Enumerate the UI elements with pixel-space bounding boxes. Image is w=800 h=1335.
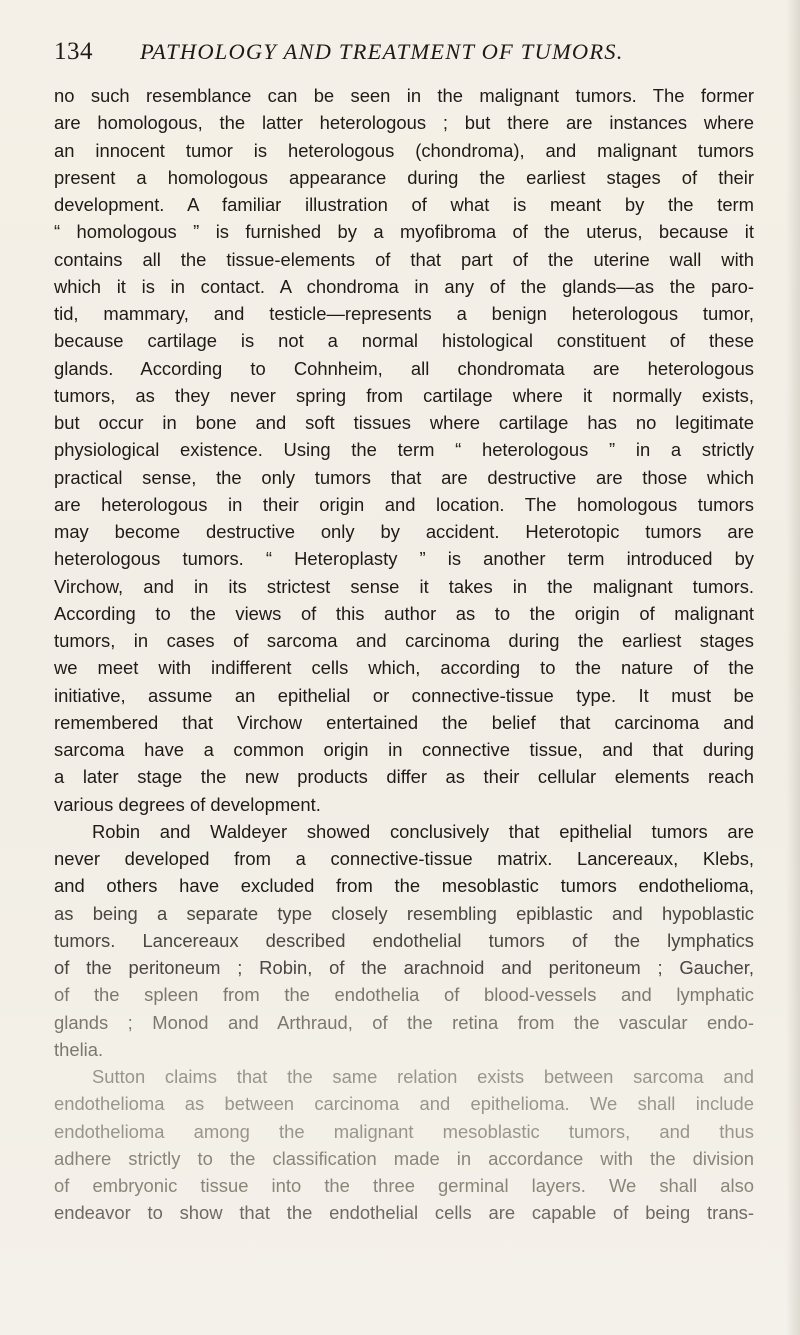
text-line: endothelioma among the malignant mesoblastic tumors, and thus (54, 1120, 754, 1142)
text-line: According to the views of this author as to the origin of malignant (54, 602, 754, 624)
text-line: we meet with indifferent cells which, according to the nature of the (54, 657, 754, 679)
running-title: PATHOLOGY AND TREATMENT OF TUMORS. (140, 39, 624, 64)
text-line: physiological existence. Using the term “ heterologous ” in a strictly (54, 439, 754, 461)
text-line: glands ; Monod and Arthraud, of the retina from the vascular endo- (54, 1011, 754, 1033)
text-line: of embryonic tissue into the three germinal layers. We shall also (54, 1175, 754, 1196)
text-line: glands. According to Cohnheim, all chondromata are heterologous (54, 357, 754, 379)
page-header (54, 38, 754, 74)
text-line: are homologous, the latter heterologous ; but there are instances where (54, 112, 754, 134)
text-line: an innocent tumor is heterologous (chondroma), and malignant tumors (54, 139, 754, 161)
text-line: but occur in bone and soft tissues where cartilage has no legitimate (54, 412, 754, 433)
text-line: as being a separate type closely resembling epiblastic and hypoblastic (54, 902, 754, 924)
text-line: are heterologous in their origin and location. The homologous tumors (54, 493, 754, 515)
page-edge-shadow (786, 0, 800, 1335)
text-line: Virchow, and in its strictest sense it takes in the malignant tumors. (54, 575, 754, 597)
text-line: present a homologous appearance during the earliest stages of their (54, 166, 754, 188)
text-line: tumors. Lancereaux described endothelial tumors of the lymphatics (54, 929, 754, 951)
text-line: endeavor to show that the endothelial cells are capable of being trans- (54, 1202, 754, 1224)
paragraph-first-line: Sutton claims that the same relation exists between sarcoma and (92, 1066, 754, 1087)
text-line: initiative, assume an epithelial or connective-tissue type. It must be (54, 684, 754, 706)
text-line: tumors, in cases of sarcoma and carcinoma during the earliest stages (54, 630, 754, 651)
text-line: of the spleen from the endothelia of blood-vessels and lymphatic (54, 984, 754, 1006)
text-line: a later stage the new products differ as their cellular elements reach (54, 766, 754, 788)
text-line: remembered that Virchow entertained the belief that carcinoma and (54, 711, 754, 733)
text-line: tid, mammary, and testicle—represents a benign heterologous tumor, (54, 303, 754, 324)
body-text (54, 82, 754, 1227)
text-line: never developed from a connective-tissue matrix. Lancereaux, Klebs, (54, 848, 754, 869)
text-line: adhere strictly to the classification made in accordance with the division (54, 1147, 754, 1169)
text-line: heterologous tumors. “ Heteroplasty ” is another term introduced by (54, 548, 754, 570)
text-line: of the peritoneum ; Robin, of the arachnoid and peritoneum ; Gaucher, (54, 957, 754, 978)
text-line: because cartilage is not a normal histological constituent of these (54, 330, 754, 352)
text-line: which it is in contact. A chondroma in any of the glands—as the paro- (54, 275, 754, 297)
text-line: contains all the tissue-elements of that part of the uterine wall with (54, 248, 754, 270)
text-line: development. A familiar illustration of what is meant by the term (54, 194, 754, 215)
paragraph-last-line: various degrees of development. (54, 793, 321, 815)
text-line: may become destructive only by accident. Heterotopic tumors are (54, 521, 754, 542)
text-line: and others have excluded from the mesoblastic tumors endothelioma, (54, 875, 754, 897)
text-line: sarcoma have a common origin in connective tissue, and that during (54, 739, 754, 760)
text-line: “ homologous ” is furnished by a myofibroma of the uterus, because it (54, 221, 754, 243)
text-line: no such resemblance can be seen in the malignant tumors. The former (54, 85, 754, 106)
paragraph-last-line: thelia. (54, 1038, 104, 1060)
page-number: 134 (54, 38, 93, 65)
text-line: tumors, as they never spring from cartilage where it normally exists, (54, 384, 754, 406)
paragraph-first-line: Robin and Waldeyer showed conclusively that epithelial tumors are (92, 820, 754, 842)
text-line: practical sense, the only tumors that are destructive are those which (54, 466, 754, 488)
text-line: endothelioma as between carcinoma and epithelioma. We shall include (54, 1093, 754, 1115)
